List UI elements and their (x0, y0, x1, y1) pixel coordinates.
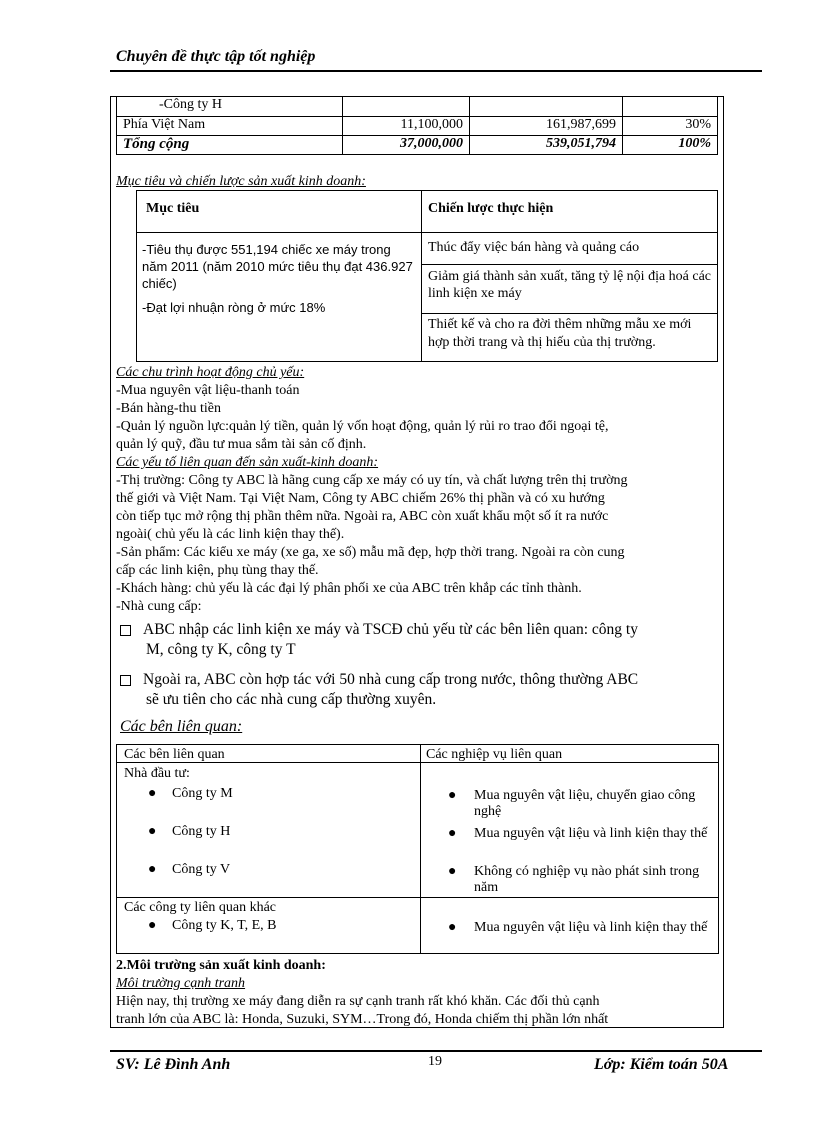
footer-student: SV: Lê Đình Anh (116, 1056, 231, 1073)
parties-col2-header: Các nghiệp vụ liên quan (426, 747, 563, 762)
factor-line: -Nhà cung cấp: (116, 599, 202, 614)
bullet-icon: ● (448, 826, 457, 841)
others-label: Các công ty liên quan khác (124, 900, 277, 915)
activity-m: Mua nguyên vật liệu, chuyển giao công nghệ (474, 788, 696, 819)
divider (421, 190, 422, 362)
activity-h: Mua nguyên vật liệu và linh kiện thay thế (474, 826, 708, 841)
environment-heading: 2.Môi trường sản xuất kinh doanh: (116, 958, 326, 973)
goal-1: -Tiêu thụ được 551,194 chiếc xe máy trong năm 2011 (năm 2010 mức tiêu thụ đạt 436.927 chiếc) (142, 242, 413, 291)
table-row-total: Tổng cộng 37,000,000 539,051,794 100% (117, 136, 718, 155)
divider (420, 744, 421, 954)
environment-line: Hiện nay, thị trường xe máy đang diễn ra sự cạnh tranh rất khó khăn. Các đối thủ cạnh (116, 994, 600, 1009)
parties-heading: Các bên liên quan: (120, 718, 243, 735)
list-item: ● Công ty H (148, 824, 231, 839)
cycle-line: -Mua nguyên vật liệu-thanh toán (116, 383, 300, 398)
factor-line: -Sản phẩm: Các kiểu xe máy (xe ga, xe số) mẫu mã đẹp, hợp thời trang. Ngoài ra còn cung (116, 545, 625, 560)
supplier-bullet-1-cont: M, công ty K, công ty T (146, 641, 296, 658)
divider (116, 897, 719, 898)
cycle-line: quản lý quỹ, đầu tư mua sắm tài sản cố định. (116, 437, 367, 452)
col-header-strategy: Chiến lược thực hiện (428, 201, 554, 216)
row-label: -Công ty H (117, 97, 343, 117)
cycle-line: -Bán hàng-thu tiền (116, 401, 221, 416)
page-number: 19 (428, 1054, 442, 1069)
factor-line: -Thị trường: Công ty ABC là hãng cung cấp xe máy có uy tín, và chất lượng trên thị trường (116, 473, 628, 488)
factor-line: -Khách hàng: chủ yếu là các đại lý phân phối xe của ABC trên khắp các tỉnh thành. (116, 581, 582, 596)
bullet-icon: ● (448, 920, 457, 935)
cycle-line: -Quản lý nguồn lực:quản lý tiền, quản lý vốn hoạt động, quản lý rủi ro trao đổi ngoại tệ, (116, 419, 609, 434)
col-header-goal: Mục tiêu (146, 201, 200, 216)
activity-v: Không có nghiệp vụ nào phát sinh trong năm (474, 864, 700, 895)
footer-class: Lớp: Kiểm toán 50A (594, 1056, 729, 1073)
factors-heading: Các yếu tố liên quan đến sản xuất-kinh doanh: (116, 455, 379, 470)
factor-line: thế giới và Việt Nam. Tại Việt Nam, Công ty ABC chiếm 26% thị phần và có xu hướng (116, 491, 605, 506)
supplier-bullet-2-cont: sẽ ưu tiên cho các nhà cung cấp thường xuyên. (146, 691, 437, 708)
parties-col1-header: Các bên liên quan (124, 747, 225, 762)
list-item: ● Công ty K, T, E, B (148, 918, 277, 933)
strategy-3: Thiết kế và cho ra đời thêm những mẫu xe mới hợp thời trang và thị hiếu của thị trường. (428, 317, 692, 350)
row-label: Phía Việt Nam (117, 117, 343, 136)
strategy-heading: Mục tiêu và chiến lược sản xuất kinh doanh: (116, 174, 366, 189)
divider (421, 313, 718, 314)
list-item: ● Công ty M (148, 786, 233, 801)
factor-line: cấp các linh kiện, phụ tùng thay thế. (116, 563, 319, 578)
cycles-heading: Các chu trình hoạt động chủ yếu: (116, 365, 305, 380)
total-label: Tổng cộng (117, 136, 343, 155)
header-rule (110, 70, 762, 72)
bullet-icon: ● (448, 864, 457, 879)
goal-2: -Đạt lợi nhuận ròng ở mức 18% (142, 300, 326, 315)
investors-label: Nhà đầu tư: (124, 766, 190, 781)
strategy-1: Thúc đẩy việc bán hàng và quảng cáo (428, 240, 640, 255)
competition-subheading: Môi trường cạnh tranh (116, 976, 246, 991)
factor-line: còn tiếp tục mở rộng thị phần thêm nữa. Ngoài ra, ABC còn xuất khẩu một số ít ra nước (116, 509, 609, 524)
divider (136, 232, 718, 233)
page-header-title: Chuyên đề thực tập tốt nghiệp (116, 48, 316, 65)
table-row (117, 97, 718, 117)
strategy-2: Giảm giá thành sản xuất, tăng tỷ lệ nội địa hoá các linh kiện xe máy (428, 269, 712, 301)
checkbox-icon (120, 675, 131, 686)
divider (421, 264, 718, 265)
environment-line: tranh lớn của ABC là: Honda, Suzuki, SYM…Trong đó, Honda chiếm thị phần lớn nhất (116, 1012, 609, 1027)
table-row: Phía Việt Nam 11,100,000 161,987,699 30% (117, 117, 718, 136)
activity-ktebs: Mua nguyên vật liệu và linh kiện thay thế (474, 920, 708, 935)
supplier-bullet-1: ABC nhập các linh kiện xe máy và TSCĐ chủ yếu từ các bên liên quan: công ty (120, 620, 720, 639)
checkbox-icon (120, 625, 131, 636)
supplier-bullet-2: Ngoài ra, ABC còn hợp tác với 50 nhà cung cấp trong nước, thông thường ABC (120, 670, 720, 689)
factor-line: ngoài( chủ yếu là các linh kiện thay thế). (116, 527, 345, 542)
capital-table (116, 96, 718, 155)
bullet-icon: ● (448, 788, 457, 803)
footer-rule (110, 1050, 762, 1052)
list-item: ● Công ty V (148, 862, 231, 877)
